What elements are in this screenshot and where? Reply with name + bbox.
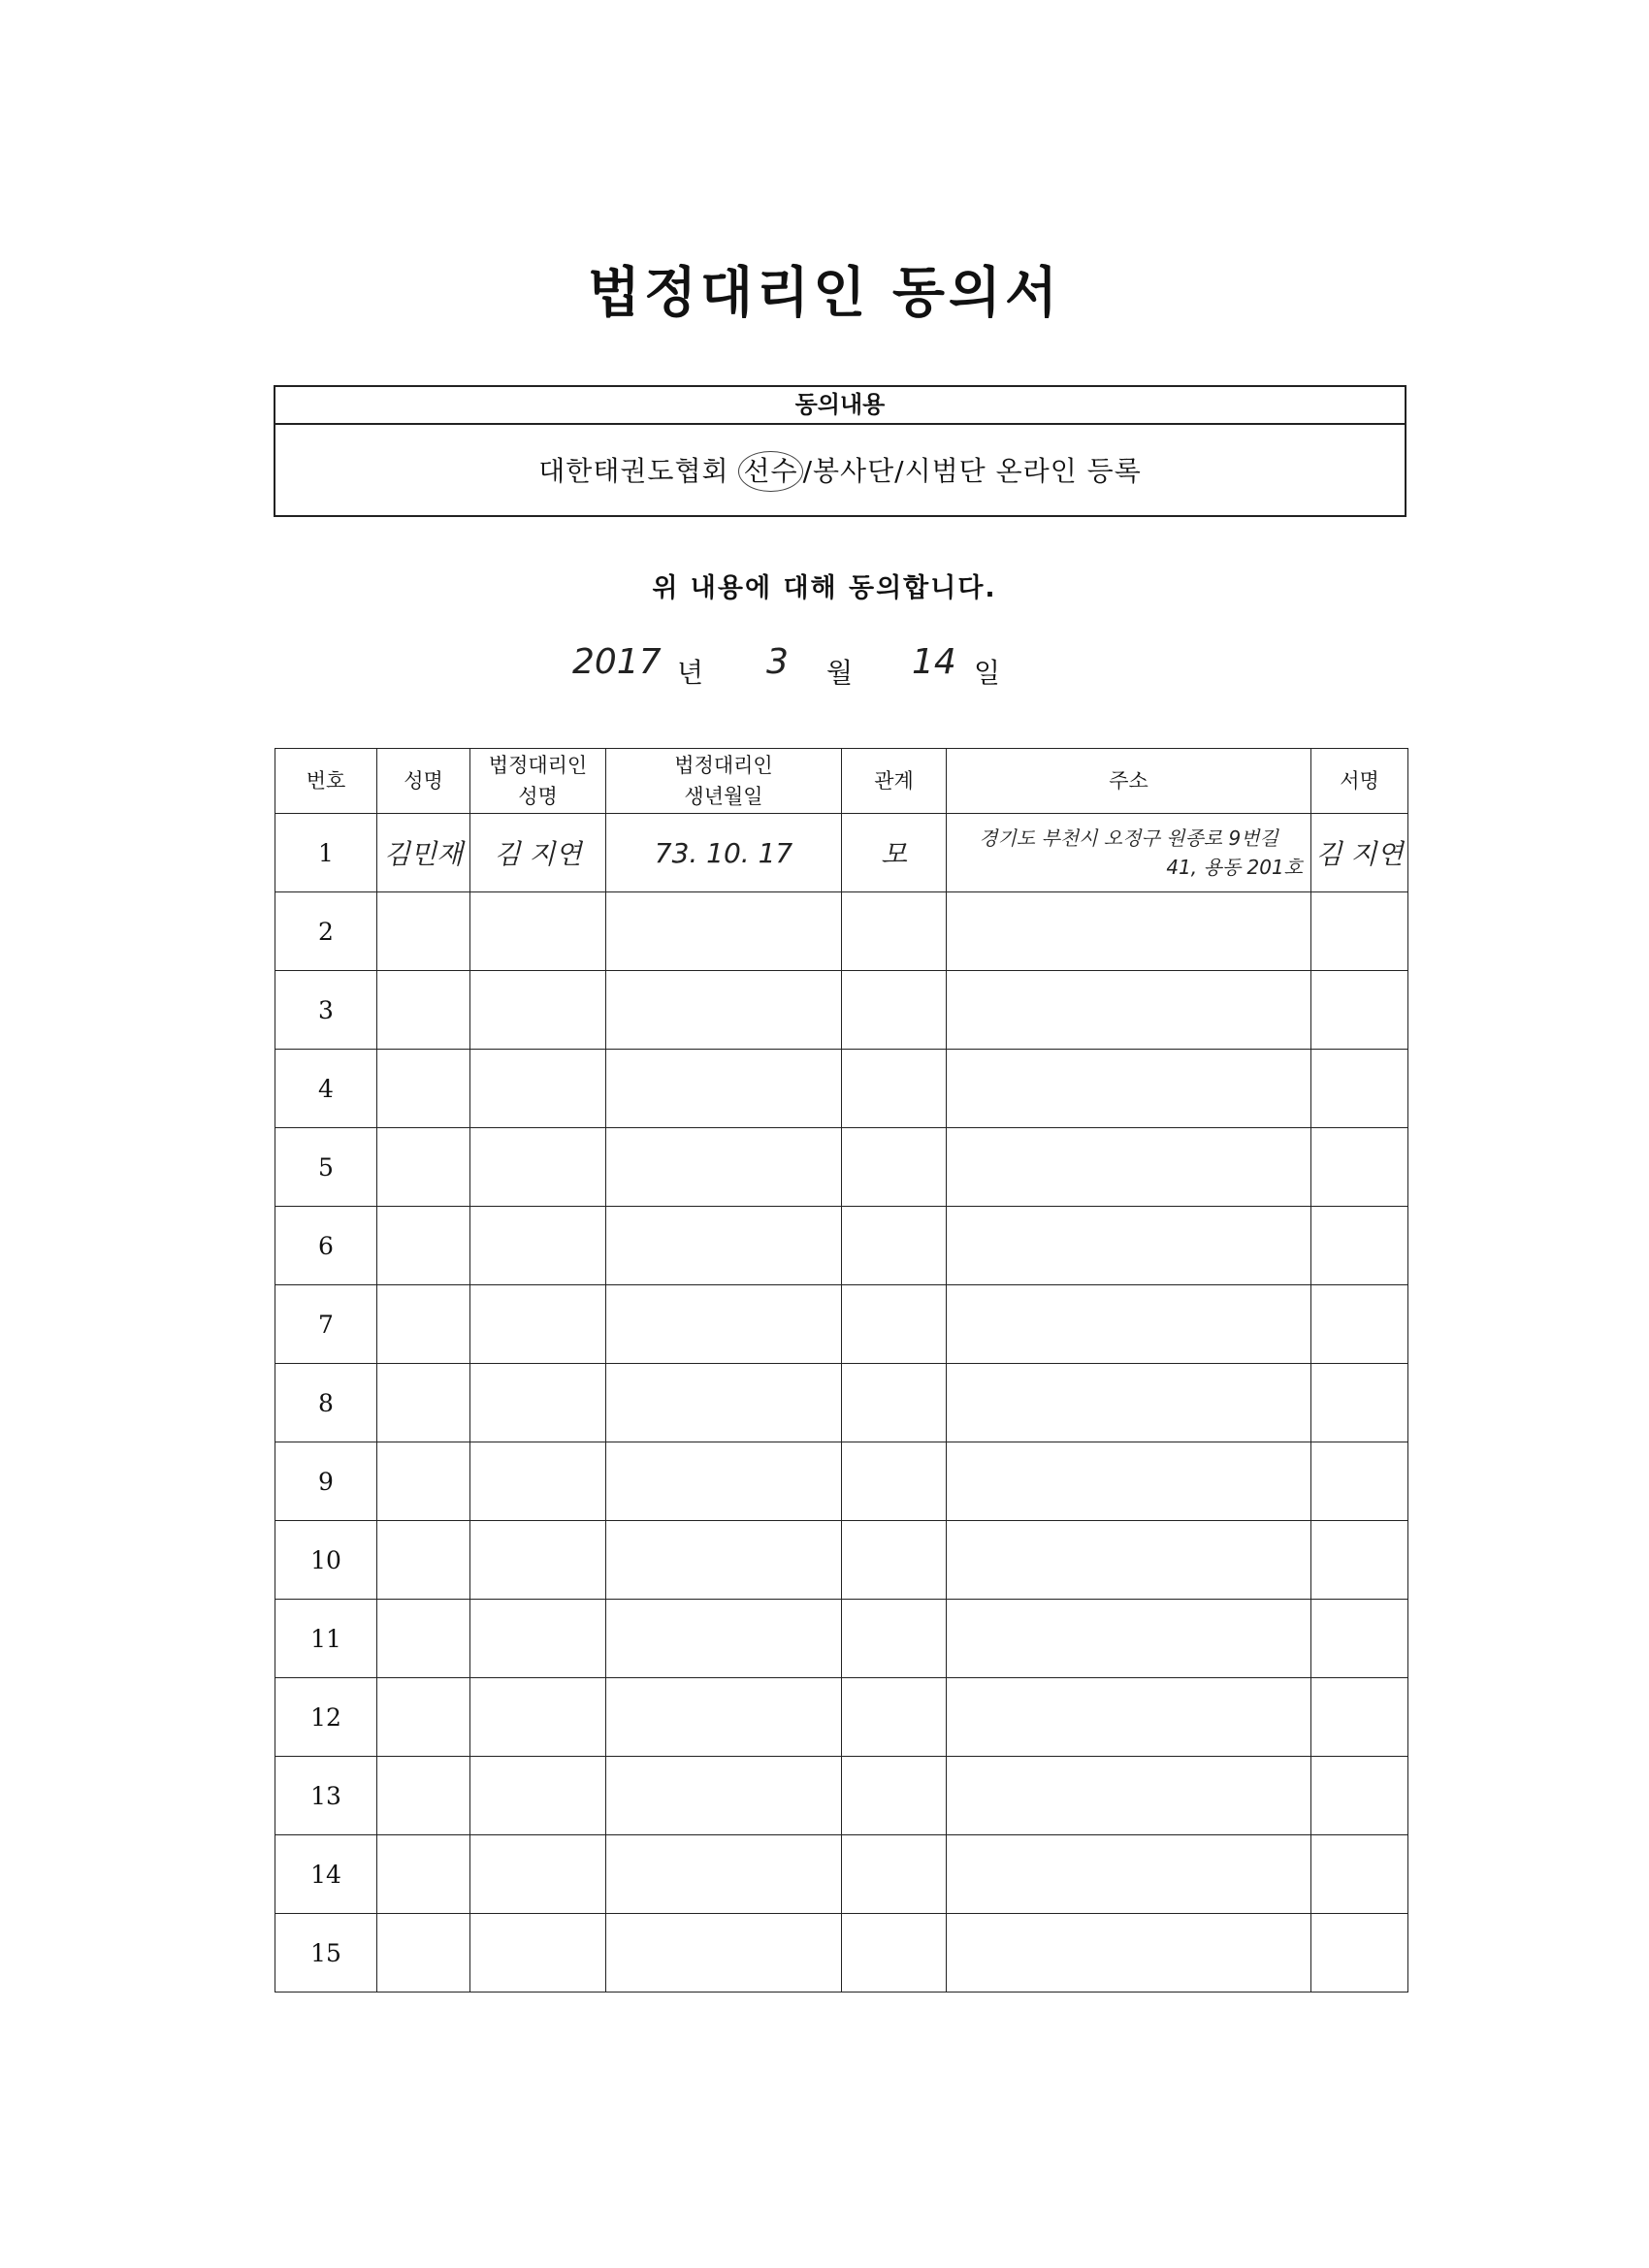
cell-relation xyxy=(842,1050,947,1128)
table-row xyxy=(275,971,1408,1050)
cell-number xyxy=(275,1521,377,1600)
cell-relation xyxy=(842,1600,947,1678)
consent-body xyxy=(275,425,1405,518)
table-row xyxy=(275,892,1408,971)
cell-number xyxy=(275,1678,377,1757)
cell-signature xyxy=(1311,892,1408,971)
cell-relation xyxy=(842,1128,947,1207)
table-row xyxy=(275,814,1408,892)
cell-signature xyxy=(1311,1442,1408,1521)
cell-number xyxy=(275,1442,377,1521)
col-name-header: 성명 xyxy=(377,749,470,814)
cell-number xyxy=(275,1364,377,1442)
cell-name xyxy=(377,1521,470,1600)
cell-name xyxy=(377,1600,470,1678)
cell-name xyxy=(377,1285,470,1364)
table-row xyxy=(275,1285,1408,1364)
cell-guardian-birth xyxy=(606,1050,842,1128)
consent-text-before: 대한태권도협회 xyxy=(538,455,739,487)
cell-relation xyxy=(842,1285,947,1364)
cell-name xyxy=(377,1364,470,1442)
cell-guardian-birth xyxy=(606,1442,842,1521)
cell-signature xyxy=(1311,1364,1408,1442)
cell-guardian-name xyxy=(470,1442,606,1521)
cell-number xyxy=(275,971,377,1050)
cell-guardian-name xyxy=(470,1207,606,1285)
cell-number xyxy=(275,1285,377,1364)
cell-number xyxy=(275,1207,377,1285)
date-year: 2017 xyxy=(572,642,662,682)
consent-circled-option: 선수 xyxy=(738,451,802,492)
cell-guardian-name xyxy=(470,1757,606,1835)
col-signature-header: 서명 xyxy=(1311,749,1408,814)
cell-guardian-name xyxy=(470,1600,606,1678)
cell-guardian-name-value: 김 지연 xyxy=(494,838,582,870)
consent-header: 동의내용 xyxy=(275,387,1405,425)
table-row xyxy=(275,1207,1408,1285)
cell-guardian-name xyxy=(470,1050,606,1128)
cell-number-value: 2 xyxy=(318,917,334,946)
cell-name xyxy=(377,1678,470,1757)
cell-address xyxy=(947,1442,1311,1521)
cell-signature xyxy=(1311,971,1408,1050)
cell-number xyxy=(275,1835,377,1914)
table-row xyxy=(275,1757,1408,1835)
cell-number xyxy=(275,1600,377,1678)
cell-address xyxy=(947,1600,1311,1678)
date-month: 3 xyxy=(766,642,789,682)
table-row xyxy=(275,1364,1408,1442)
cell-relation xyxy=(842,814,947,892)
cell-name xyxy=(377,814,470,892)
cell-number-value: 15 xyxy=(310,1938,341,1967)
table-row xyxy=(275,1600,1408,1678)
cell-number xyxy=(275,1128,377,1207)
cell-signature xyxy=(1311,1757,1408,1835)
col-number-header: 번호 xyxy=(275,749,377,814)
cell-name xyxy=(377,892,470,971)
cell-name-value: 김민재 xyxy=(383,838,464,870)
cell-signature-value: 김 지연 xyxy=(1315,838,1404,870)
cell-guardian-birth-value: 73. 10. 17 xyxy=(654,836,793,869)
cell-number-value: 4 xyxy=(318,1074,334,1103)
cell-relation xyxy=(842,1678,947,1757)
consent-box xyxy=(274,385,1406,517)
cell-number-value: 13 xyxy=(310,1781,341,1810)
cell-signature xyxy=(1311,1678,1408,1757)
cell-address xyxy=(947,1364,1311,1442)
cell-guardian-name xyxy=(470,1285,606,1364)
table-row xyxy=(275,1442,1408,1521)
cell-signature xyxy=(1311,1207,1408,1285)
cell-relation xyxy=(842,1835,947,1914)
cell-guardian-birth xyxy=(606,1678,842,1757)
cell-guardian-birth xyxy=(606,1285,842,1364)
col-address-header: 주소 xyxy=(947,749,1311,814)
cell-name xyxy=(377,1128,470,1207)
cell-name xyxy=(377,1442,470,1521)
cell-guardian-name xyxy=(470,1364,606,1442)
table-row xyxy=(275,1521,1408,1600)
col-guardian-name-header: 법정대리인 성명 xyxy=(470,749,606,814)
cell-relation xyxy=(842,1521,947,1600)
table-row xyxy=(275,1128,1408,1207)
cell-address xyxy=(947,1285,1311,1364)
cell-guardian-birth xyxy=(606,1835,842,1914)
cell-relation xyxy=(842,1757,947,1835)
cell-guardian-name xyxy=(470,971,606,1050)
cell-name xyxy=(377,1050,470,1128)
cell-address xyxy=(947,1050,1311,1128)
cell-signature xyxy=(1311,814,1408,892)
cell-guardian-name xyxy=(470,1914,606,1993)
date-day-unit: 일 xyxy=(974,657,1001,689)
cell-address xyxy=(947,1835,1311,1914)
cell-number-value: 5 xyxy=(318,1152,334,1182)
col-relation-header: 관계 xyxy=(842,749,947,814)
cell-number-value: 8 xyxy=(318,1388,334,1417)
cell-number-value: 10 xyxy=(310,1545,341,1574)
date-month-unit: 월 xyxy=(826,657,854,689)
cell-number-value: 3 xyxy=(318,995,334,1024)
cell-signature xyxy=(1311,1050,1408,1128)
cell-number xyxy=(275,892,377,971)
cell-name xyxy=(377,1914,470,1993)
cell-number-value: 7 xyxy=(318,1310,334,1339)
date-line xyxy=(572,640,1057,698)
table-row xyxy=(275,1050,1408,1128)
cell-guardian-name xyxy=(470,814,606,892)
cell-relation xyxy=(842,892,947,971)
cell-guardian-name xyxy=(470,1521,606,1600)
cell-guardian-birth xyxy=(606,1600,842,1678)
page-title: 법정대리인 동의서 xyxy=(587,262,1062,325)
cell-number-value: 6 xyxy=(318,1231,334,1260)
cell-signature xyxy=(1311,1128,1408,1207)
cell-guardian-name xyxy=(470,1678,606,1757)
cell-relation xyxy=(842,1442,947,1521)
consent-text-after: /봉사단/시범단 온라인 등록 xyxy=(802,455,1142,487)
date-day: 14 xyxy=(912,642,956,682)
cell-address xyxy=(947,971,1311,1050)
cell-address xyxy=(947,1757,1311,1835)
cell-number-value: 11 xyxy=(310,1624,341,1653)
table-row xyxy=(275,1914,1408,1993)
cell-guardian-name xyxy=(470,1835,606,1914)
cell-guardian-name xyxy=(470,892,606,971)
cell-signature xyxy=(1311,1600,1408,1678)
col-guardian-birth-header: 법정대리인 생년월일 xyxy=(606,749,842,814)
cell-address xyxy=(947,1128,1311,1207)
cell-relation xyxy=(842,1207,947,1285)
registration-table xyxy=(275,748,1408,1993)
table-row xyxy=(275,1835,1408,1914)
cell-guardian-birth xyxy=(606,1521,842,1600)
cell-address xyxy=(947,1914,1311,1993)
cell-relation xyxy=(842,1364,947,1442)
table-header-row xyxy=(275,749,1408,814)
cell-guardian-birth xyxy=(606,1914,842,1993)
cell-number xyxy=(275,1757,377,1835)
cell-relation xyxy=(842,971,947,1050)
cell-number xyxy=(275,814,377,892)
cell-number-value: 14 xyxy=(310,1860,341,1889)
cell-address xyxy=(947,892,1311,971)
cell-name xyxy=(377,1835,470,1914)
cell-address xyxy=(947,814,1311,892)
cell-guardian-birth xyxy=(606,1364,842,1442)
cell-number xyxy=(275,1914,377,1993)
cell-address xyxy=(947,1521,1311,1600)
cell-guardian-birth xyxy=(606,1207,842,1285)
cell-number-value: 12 xyxy=(310,1702,341,1732)
date-year-unit: 년 xyxy=(677,657,704,689)
address-line-2: 41, 용동 201호 xyxy=(1166,856,1303,879)
cell-relation xyxy=(842,1914,947,1993)
cell-name xyxy=(377,971,470,1050)
cell-guardian-birth xyxy=(606,892,842,971)
cell-number xyxy=(275,1050,377,1128)
cell-guardian-birth xyxy=(606,814,842,892)
cell-guardian-birth xyxy=(606,1128,842,1207)
table-body xyxy=(275,814,1408,1993)
cell-address xyxy=(947,1678,1311,1757)
cell-address xyxy=(947,1207,1311,1285)
cell-signature xyxy=(1311,1914,1408,1993)
agreement-statement: 위 내용에 대해 동의합니다. xyxy=(652,573,997,603)
cell-guardian-birth xyxy=(606,1757,842,1835)
cell-signature xyxy=(1311,1835,1408,1914)
address-line-1: 경기도 부천시 오정구 원종로 9번길 xyxy=(979,826,1278,850)
cell-name xyxy=(377,1207,470,1285)
cell-signature xyxy=(1311,1285,1408,1364)
cell-number-value: 9 xyxy=(318,1467,334,1496)
cell-guardian-birth xyxy=(606,971,842,1050)
cell-signature xyxy=(1311,1521,1408,1600)
cell-number-value: 1 xyxy=(318,838,334,867)
cell-guardian-name xyxy=(470,1128,606,1207)
table-row xyxy=(275,1678,1408,1757)
cell-relation-value: 모 xyxy=(880,838,908,870)
cell-name xyxy=(377,1757,470,1835)
